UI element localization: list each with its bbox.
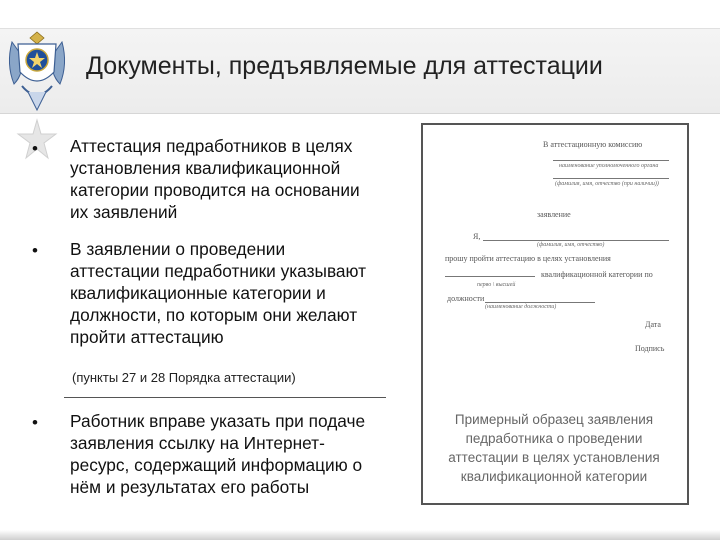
text-line: ресурс, содержащий информацию о xyxy=(70,455,363,475)
text-line: установления квалификационной xyxy=(70,158,341,178)
sample-caption xyxy=(432,410,676,486)
text-line: заявления ссылку на Интернет- xyxy=(70,433,325,453)
bullet-text-3 xyxy=(70,410,410,498)
doc-line-request: прошу пройти аттестацию в целях установления xyxy=(445,254,611,263)
emblem-icon xyxy=(4,14,70,114)
doc-addressee-sub: наименование уполномоченного органа xyxy=(559,163,659,169)
doc-line-i: Я, xyxy=(473,232,481,241)
doc-heading: заявление xyxy=(537,210,571,219)
doc-small-text: перво \ высшей xyxy=(477,282,516,288)
doc-line xyxy=(483,240,669,241)
text-line: Аттестация педработников в целях xyxy=(70,136,353,156)
doc-line-category: квалификационной категории по xyxy=(541,270,653,279)
text-line: квалификационные категории и xyxy=(70,283,326,303)
reference-note: (пункты 27 и 28 Порядка аттестации) xyxy=(72,370,296,385)
caption-line: Примерный образец заявления xyxy=(454,412,654,427)
doc-line-fio: (фамилия, имя, отчество) xyxy=(537,242,605,248)
sample-document xyxy=(433,136,673,386)
text-line: В заявлении о проведении xyxy=(70,239,286,259)
caption-line: аттестации в целях установления xyxy=(448,450,660,465)
caption-line: педработника о проведении xyxy=(465,431,643,446)
doc-line xyxy=(553,178,669,179)
text-line: должности, по которым они желают xyxy=(70,305,358,325)
doc-line xyxy=(553,160,669,161)
bullet-marker: • xyxy=(32,241,38,260)
footer-strip xyxy=(0,530,720,540)
text-line: нём и результатах его работы xyxy=(70,477,310,497)
doc-line-position-sub: (наименование должности) xyxy=(485,304,557,310)
text-line: категории проводится на основании xyxy=(70,180,360,200)
doc-date: Дата xyxy=(645,320,661,329)
bullet-text-2 xyxy=(70,238,410,348)
text-line: Работник вправе указать при подаче xyxy=(70,411,366,431)
bullet-marker: • xyxy=(32,413,38,432)
text-line: пройти аттестацию xyxy=(70,327,224,347)
page-title: Документы, предъявляемые для аттестации xyxy=(86,52,603,80)
doc-signature: Подпись xyxy=(635,344,665,353)
bullet-text-1 xyxy=(70,135,410,223)
bullet-marker: • xyxy=(32,139,38,158)
text-line: аттестации педработники указывают xyxy=(70,261,367,281)
doc-line xyxy=(445,276,535,277)
doc-addressee: В аттестационную комиссию xyxy=(543,140,643,149)
doc-addressee-sub: (фамилия, имя, отчество (при наличии)) xyxy=(555,181,659,187)
caption-line: квалификационной категории xyxy=(460,469,648,484)
doc-line-position-label: должности xyxy=(447,294,485,303)
divider xyxy=(64,397,386,398)
doc-line xyxy=(485,302,595,303)
text-line: их заявлений xyxy=(70,202,178,222)
